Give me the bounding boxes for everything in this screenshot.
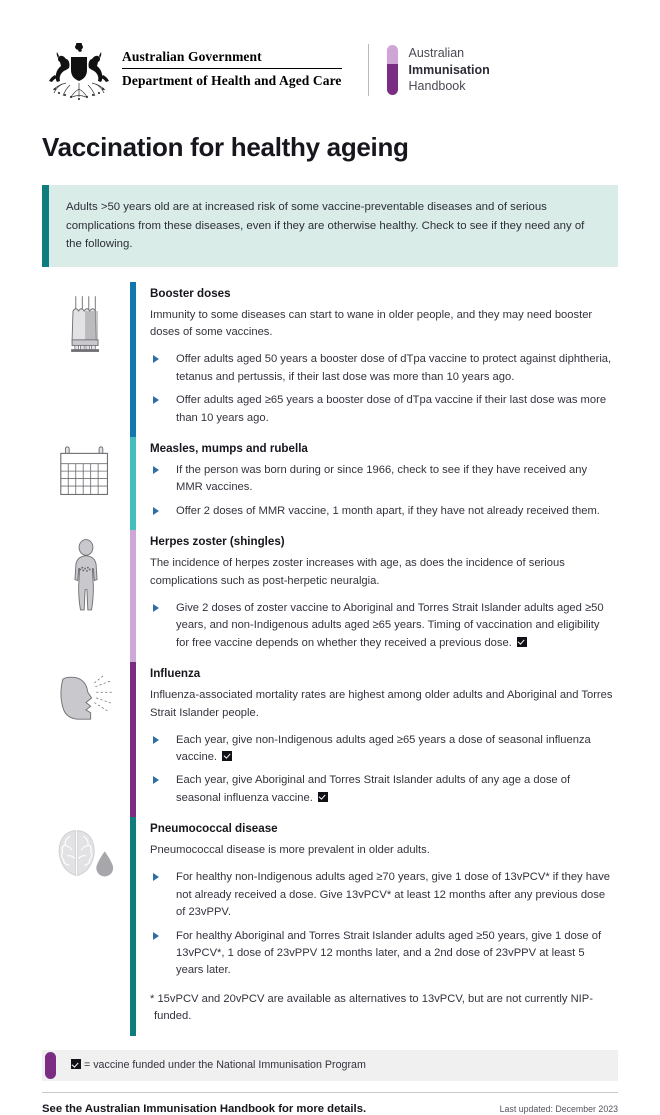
section-herpes-zoster-shingles xyxy=(42,530,618,662)
bullet-item xyxy=(150,351,614,386)
bullet-text: Each year, give non-Indigenous adults aged ≥65 years a dose of seasonal influenza vaccine. xyxy=(176,733,591,764)
handbook-pill-icon xyxy=(387,45,398,95)
triangle-bullet-icon xyxy=(153,355,159,363)
bullet-item xyxy=(150,503,614,520)
intro-callout-accent-bar xyxy=(42,185,49,267)
nip-legend xyxy=(42,1050,618,1081)
nip-checkbox-icon xyxy=(318,792,328,802)
brain-droplet-icon xyxy=(42,817,130,1035)
triangle-bullet-icon xyxy=(153,604,159,612)
section-footnote: * 15vPCV and 20vPCV are available as alternatives to 13vPCV, but are not currently NIP-funded. xyxy=(150,992,593,1023)
bullet-text: Offer adults aged ≥65 years a booster dose of dTpa vaccine if their last dose was more than 10 years ago. xyxy=(176,394,607,424)
calendar-icon xyxy=(42,437,130,530)
bullet-item xyxy=(150,772,614,807)
triangle-bullet-icon xyxy=(153,396,159,404)
legend-text: = vaccine funded under the National Immunisation Program xyxy=(69,1059,366,1071)
section-influenza xyxy=(42,662,618,817)
triangle-bullet-icon xyxy=(153,736,159,744)
section-intro-text: Immunity to some diseases can start to wane in older people, and they may need booster doses of some vaccines. xyxy=(150,308,593,339)
gov-divider-rule xyxy=(122,68,342,69)
section-heading: Pneumococcal disease xyxy=(150,822,278,836)
masthead xyxy=(42,34,618,106)
bullet-item xyxy=(150,732,614,767)
bullet-text: Give 2 doses of zoster vaccine to Aboriginal and Torres Strait Islander adults aged ≥50 years, and non-Indigenous adults aged ≥65 years. Timing of vaccination and eligibility for free vaccine depends on whether they received a previous dose. xyxy=(176,601,604,649)
bullet-text: For healthy Aboriginal and Torres Strait Islander adults aged ≥50 years, give 1 dose of 13vPCV*, 1 dose of 23vPPV 12 months later, and a 2nd dose of 23vPPV at least 5 years later. xyxy=(176,929,602,977)
bullet-item xyxy=(150,392,614,427)
bullet-text: For healthy non-Indigenous adults aged ≥70 years, give 1 dose of 13vPCV* if they have not already received a dose. Give 13vPCV* at least 12 months after any previous dose of 23vPPV. xyxy=(176,871,611,919)
intro-callout xyxy=(42,185,618,267)
section-intro-text: Influenza-associated mortality rates are highest among older adults and Aboriginal and Torres Strait Islander people. xyxy=(150,689,613,719)
section-intro-text: Pneumococcal disease is more prevalent in older adults. xyxy=(150,844,430,857)
bullet-text: If the person was born during or since 1966, check to see if they have received any MMR vaccines. xyxy=(176,463,588,494)
section-heading: Influenza xyxy=(150,667,201,681)
bullet-item xyxy=(150,928,614,980)
triangle-bullet-icon xyxy=(153,466,159,474)
section-bullet-list xyxy=(150,600,614,652)
section-measles-mumps-and-rubella xyxy=(42,437,618,530)
section-body xyxy=(136,530,618,662)
bullet-text: Offer 2 doses of MMR vaccine, 1 month apart, if they have not already received them. xyxy=(176,504,600,517)
bullet-text: Offer adults aged 50 years a booster dose of dTpa vaccine to protect against diphtheria, tetanus and pertussis, if their last dose was more than 10 years ago. xyxy=(176,353,612,383)
bullet-item xyxy=(150,462,614,497)
section-bullet-list xyxy=(150,732,614,808)
coughing-head-icon xyxy=(42,662,130,817)
sections-list xyxy=(42,282,618,1036)
section-body xyxy=(136,282,618,437)
header-vertical-divider xyxy=(368,44,369,96)
nip-checkbox-icon xyxy=(71,1059,81,1069)
gov-line-1: Australian Government xyxy=(122,49,262,65)
section-booster-doses xyxy=(42,282,618,437)
section-body xyxy=(136,817,618,1035)
handbook-line-1: Australian xyxy=(408,46,465,61)
triangle-bullet-icon xyxy=(153,776,159,784)
nip-checkbox-icon xyxy=(222,751,232,761)
section-bullet-list xyxy=(150,869,614,980)
section-bullet-list xyxy=(150,462,614,520)
page-footer xyxy=(42,1092,618,1115)
section-body xyxy=(136,437,618,530)
legend-purple-pill-icon xyxy=(45,1052,56,1079)
government-lockup xyxy=(122,47,342,92)
footer-handbook-link[interactable]: See the Australian Immunisation Handbook for more details. xyxy=(42,1102,367,1115)
handbook-line-3: Handbook xyxy=(408,79,466,94)
australian-coat-of-arms-icon xyxy=(42,37,116,103)
bullet-item xyxy=(150,869,614,921)
handbook-lockup xyxy=(387,45,490,95)
intro-callout-text: Adults >50 years old are at increased risk of some vaccine-preventable diseases and of serious complications from these diseases, even if they are otherwise healthy. Check to see if they need any of the following. xyxy=(66,201,585,251)
footer-last-updated: Last updated: December 2023 xyxy=(499,1103,618,1114)
gov-line-2: Department of Health and Aged Care xyxy=(122,73,342,88)
vaccine-vials-icon xyxy=(42,282,130,437)
person-shingles-rash-icon xyxy=(42,530,130,662)
section-pneumococcal-disease xyxy=(42,817,618,1035)
nip-checkbox-icon xyxy=(517,637,527,647)
section-heading: Measles, mumps and rubella xyxy=(150,441,308,455)
section-intro-text: The incidence of herpes zoster increases with age, as does the incidence of serious complications such as post-herpetic neuralgia. xyxy=(150,557,565,588)
triangle-bullet-icon xyxy=(153,507,159,515)
bullet-item xyxy=(150,600,614,652)
section-body xyxy=(136,662,618,817)
page-title: Vaccination for healthy ageing xyxy=(42,132,409,162)
triangle-bullet-icon xyxy=(153,873,159,881)
bullet-text: Each year, give Aboriginal and Torres Strait Islander adults of any age a dose of seasonal influenza vaccine. xyxy=(176,774,571,804)
section-bullet-list xyxy=(150,351,614,427)
handbook-line-2: Immunisation xyxy=(408,62,490,77)
section-heading: Herpes zoster (shingles) xyxy=(150,535,285,549)
section-heading: Booster doses xyxy=(150,286,231,300)
